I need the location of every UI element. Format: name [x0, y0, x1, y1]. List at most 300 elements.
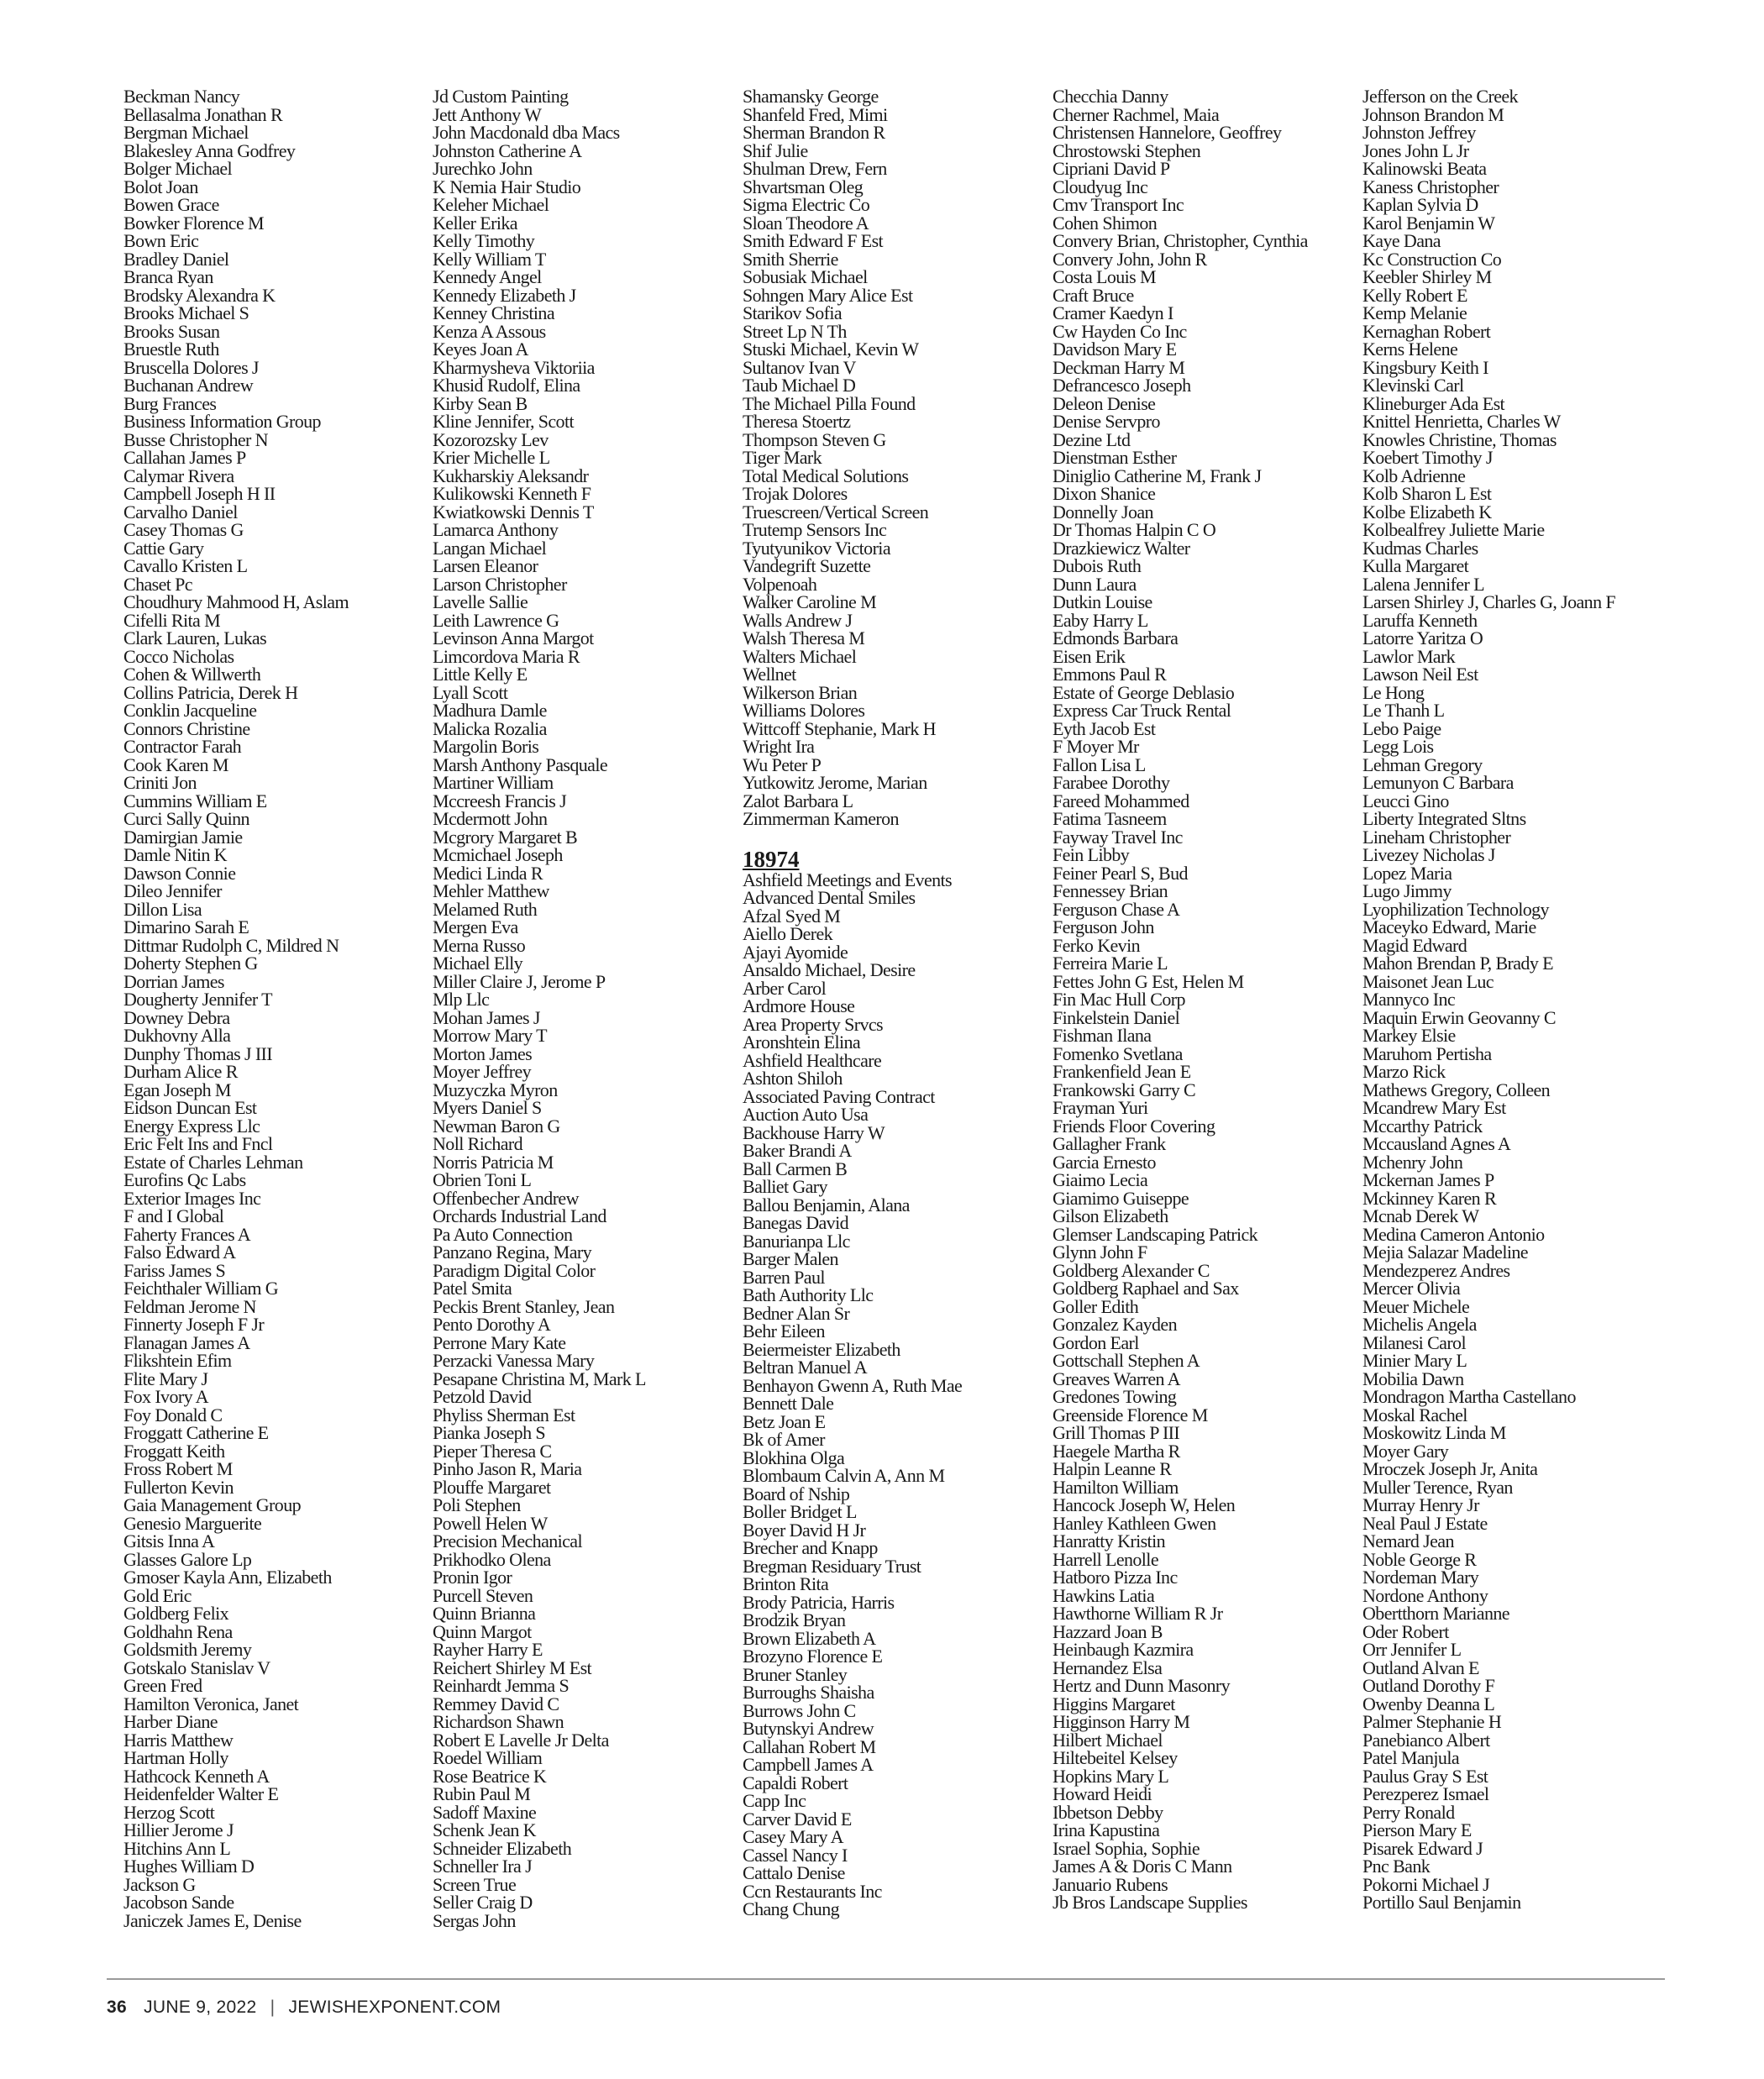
- list-item: Backhouse Harry W: [743, 1121, 885, 1143]
- list-item: Dukhovny Alla: [123, 1025, 231, 1046]
- list-item: Gotskalo Stanislav V: [123, 1656, 270, 1678]
- list-item: Giamimo Guiseppe: [1053, 1187, 1189, 1209]
- list-item: Mckernan James P: [1362, 1169, 1494, 1190]
- list-item: Goldberg Felix: [123, 1603, 229, 1624]
- list-item: Chrostowski Stephen: [1053, 139, 1201, 161]
- list-item: Seller Craig D: [433, 1892, 533, 1913]
- list-item: Brooks Michael S: [123, 302, 249, 323]
- list-item: Garcia Ernesto: [1053, 1151, 1156, 1173]
- list-item: Lopez Maria: [1362, 862, 1452, 884]
- list-item: Kerns Helene: [1362, 339, 1458, 360]
- list-item: Glemser Landscaping Patrick: [1053, 1223, 1258, 1245]
- list-item: Myers Daniel S: [433, 1097, 542, 1118]
- list-item: Zimmerman Kameron: [743, 808, 899, 829]
- list-item: Mannyco Inc: [1362, 989, 1456, 1010]
- list-item: Deckman Harry M: [1053, 356, 1185, 378]
- list-item: Kenza A Assous: [433, 320, 546, 342]
- list-item: Newman Baron G: [433, 1115, 560, 1137]
- list-item: Richardson Shawn: [433, 1711, 564, 1732]
- list-item: Campbell Joseph H II: [123, 483, 276, 504]
- list-item: Hopkins Mary L: [1053, 1765, 1169, 1787]
- list-item: Callahan James P: [123, 447, 246, 468]
- list-item: Flanagan James A: [123, 1331, 250, 1353]
- list-item: Greenside Florence M: [1053, 1404, 1208, 1425]
- list-item: Casey Thomas G: [123, 519, 244, 540]
- list-item: Lyall Scott: [433, 681, 508, 703]
- list-item: Ball Carmen B: [743, 1158, 848, 1179]
- list-item: Estate of George Deblasio: [1053, 681, 1235, 703]
- list-item: Patel Manjula: [1362, 1747, 1460, 1768]
- list-item: Hilbert Michael: [1053, 1729, 1163, 1751]
- list-item: Ajayi Ayomide: [743, 941, 848, 963]
- list-item: Eidson Duncan Est: [123, 1097, 257, 1118]
- list-item: Johnson Brandon M: [1362, 103, 1504, 125]
- list-item: Cherner Rachmel, Maia: [1053, 103, 1220, 125]
- list-item: Convery Brian, Christopher, Cynthia: [1053, 230, 1308, 251]
- list-item: Ansaldo Michael, Desire: [743, 959, 916, 980]
- list-item: Mchenry John: [1362, 1151, 1463, 1173]
- list-item: Behr Eileen: [743, 1320, 825, 1341]
- list-item: Stuski Michael, Kevin W: [743, 339, 919, 360]
- list-item: Orr Jennifer L: [1362, 1639, 1462, 1660]
- list-item: Goldberg Alexander C: [1053, 1259, 1210, 1281]
- list-item: Hiltebeitel Kelsey: [1053, 1747, 1178, 1768]
- listing-column-1: [123, 87, 422, 1929]
- list-item: Walls Andrew J: [743, 609, 853, 631]
- list-item: Beiermeister Elizabeth: [743, 1338, 900, 1360]
- list-item: Blokhina Olga: [743, 1446, 845, 1468]
- list-item: Keebler Shirley M: [1362, 266, 1492, 287]
- list-item: Eric Felt Ins and Fncl: [123, 1133, 273, 1154]
- list-item: Kalinowski Beata: [1362, 158, 1487, 179]
- list-item: Bruestle Ruth: [123, 339, 219, 360]
- list-item: Nordone Anthony: [1362, 1584, 1488, 1606]
- listing-column-5: [1362, 87, 1661, 1912]
- list-item: Cattie Gary: [123, 537, 204, 559]
- list-item: Kaye Dana: [1362, 230, 1441, 251]
- listing-column-3: [743, 87, 1041, 1919]
- list-item: Rubin Paul M: [433, 1783, 531, 1804]
- list-item: Robert E Lavelle Jr Delta: [433, 1729, 609, 1751]
- list-item: Dawson Connie: [123, 862, 236, 884]
- list-item: Wellnet: [743, 664, 796, 685]
- list-item: Mahon Brendan P, Brady E: [1362, 953, 1553, 974]
- list-item: Williams Dolores: [743, 700, 865, 721]
- list-item: Fishman Ilana: [1053, 1025, 1152, 1046]
- list-item: Ccn Restaurants Inc: [743, 1880, 882, 1902]
- list-item: Hamilton Veronica, Janet: [123, 1693, 299, 1714]
- list-item: Frankowski Garry C: [1053, 1079, 1196, 1100]
- list-item: Jett Anthony W: [433, 103, 542, 125]
- list-item: Kozorozsky Lev: [433, 428, 549, 450]
- list-item: Eisen Erik: [1053, 645, 1126, 667]
- listing-group-top: [743, 87, 1041, 828]
- list-item: Neal Paul J Estate: [1362, 1512, 1488, 1534]
- list-item: Criniti Jon: [123, 772, 197, 793]
- list-item: Pento Dorothy A: [433, 1314, 551, 1335]
- list-item: Higgins Margaret: [1053, 1693, 1175, 1714]
- list-item: Kingsbury Keith I: [1362, 356, 1488, 378]
- list-item: Starikov Sofia: [743, 302, 843, 323]
- list-item: Collins Patricia, Derek H: [123, 681, 298, 703]
- list-item: Pokorni Michael J: [1362, 1873, 1490, 1895]
- list-item: Brinton Rita: [743, 1573, 829, 1594]
- list-item: Kenney Christina: [433, 302, 554, 323]
- list-item: Howard Heidi: [1053, 1783, 1152, 1804]
- list-item: Mercer Olivia: [1362, 1278, 1461, 1299]
- list-item: Estate of Charles Lehman: [123, 1151, 303, 1173]
- list-item: Diniglio Catherine M, Frank J: [1053, 465, 1262, 486]
- list-item: Dittmar Rudolph C, Mildred N: [123, 934, 339, 956]
- list-item: Norris Patricia M: [433, 1151, 554, 1173]
- list-item: Gold Eric: [123, 1584, 192, 1606]
- list-item: Gonzalez Kayden: [1053, 1314, 1177, 1335]
- list-item: Koebert Timothy J: [1362, 447, 1493, 468]
- list-item: Jacobson Sande: [123, 1892, 234, 1913]
- list-item: Taub Michael D: [743, 375, 856, 396]
- list-item: Street Lp N Th: [743, 320, 847, 342]
- list-item: Karol Benjamin W: [1362, 212, 1495, 234]
- list-item: Associated Paving Contract: [743, 1085, 935, 1107]
- list-item: Bown Eric: [123, 230, 199, 251]
- list-item: Walsh Theresa M: [743, 627, 865, 648]
- list-item: Legg Lois: [1362, 736, 1434, 757]
- list-item: Prikhodko Olena: [433, 1548, 551, 1570]
- list-item: Sadoff Maxine: [433, 1801, 537, 1823]
- list-item: Mcnab Derek W: [1362, 1205, 1479, 1226]
- list-item: Lineham Christopher: [1362, 826, 1511, 848]
- list-item: Aronshtein Elina: [743, 1032, 861, 1053]
- list-item: Livezey Nicholas J: [1362, 844, 1495, 865]
- list-item: Sigma Electric Co: [743, 194, 870, 215]
- list-item: Connors Christine: [123, 717, 250, 739]
- list-item: Moskal Rachel: [1362, 1404, 1467, 1425]
- list-item: Genesio Marguerite: [123, 1512, 262, 1534]
- list-item: Mccarthy Patrick: [1362, 1115, 1483, 1137]
- list-item: Busse Christopher N: [123, 428, 268, 450]
- list-item: Brozyno Florence E: [743, 1646, 883, 1667]
- list-item: Reinhardt Jemma S: [433, 1675, 570, 1696]
- list-item: Le Thanh L: [1362, 700, 1445, 721]
- list-item: The Michael Pilla Found: [743, 392, 916, 414]
- list-item: Portillo Saul Benjamin: [1362, 1892, 1521, 1913]
- list-item: Kaplan Sylvia D: [1362, 194, 1478, 215]
- list-item: Mccausland Agnes A: [1362, 1133, 1511, 1154]
- list-item: Vandegrift Suzette: [743, 555, 871, 576]
- list-item: Energy Express Llc: [123, 1115, 260, 1137]
- list-item: Pesapane Christina M, Mark L: [433, 1368, 646, 1389]
- list-item: Gordon Earl: [1053, 1331, 1139, 1353]
- list-item: Outland Alvan E: [1362, 1656, 1479, 1678]
- list-item: Lamarca Anthony: [433, 519, 559, 540]
- list-item: Frayman Yuri: [1053, 1097, 1148, 1118]
- list-item: Maquin Erwin Geovanny C: [1362, 1006, 1556, 1028]
- list-item: Kelly William T: [433, 248, 546, 270]
- list-item: Phyliss Sherman Est: [433, 1404, 575, 1425]
- list-item: Damirgian Jamie: [123, 826, 243, 848]
- list-item: Durham Alice R: [123, 1061, 238, 1082]
- list-item: Schenk Jean K: [433, 1819, 536, 1840]
- list-item: Bowen Grace: [123, 194, 219, 215]
- list-item: Meuer Michele: [1362, 1295, 1470, 1317]
- list-item: Magid Edward: [1362, 934, 1467, 956]
- list-item: Goldhahn Rena: [123, 1620, 233, 1642]
- list-item: Jd Custom Painting: [433, 86, 569, 107]
- list-item: Mondragon Martha Castellano: [1362, 1386, 1576, 1407]
- list-item: Capp Inc: [743, 1790, 806, 1811]
- list-item: Hanley Kathleen Gwen: [1053, 1512, 1216, 1534]
- list-item: Boller Bridget L: [743, 1501, 857, 1522]
- list-item: Kennedy Angel: [433, 266, 542, 287]
- list-item: Finkelstein Daniel: [1053, 1006, 1180, 1028]
- list-item: Carver David E: [743, 1808, 852, 1830]
- list-item: Total Medical Solutions: [743, 465, 909, 486]
- list-item: Paradigm Digital Color: [433, 1259, 596, 1281]
- list-item: Kline Jennifer, Scott: [433, 411, 574, 432]
- list-item: Brooks Susan: [123, 320, 220, 342]
- list-item: Mcandrew Mary Est: [1362, 1097, 1506, 1118]
- list-item: Marzo Rick: [1362, 1061, 1446, 1082]
- list-item: Melamed Ruth: [433, 898, 538, 920]
- list-item: Baker Brandi A: [743, 1140, 852, 1161]
- website-url[interactable]: JEWISHEXPONENT.COM: [288, 1998, 501, 2017]
- list-item: Dr Thomas Halpin C O: [1053, 519, 1216, 540]
- list-item: Choudhury Mahmood H, Aslam: [123, 591, 349, 612]
- list-item: Beckman Nancy: [123, 86, 240, 107]
- list-item: Dillon Lisa: [123, 898, 202, 920]
- list-item: Goldberg Raphael and Sax: [1053, 1278, 1239, 1299]
- list-item: Casey Mary A: [743, 1826, 843, 1847]
- list-item: Shvartsman Oleg: [743, 176, 864, 197]
- page-footer: [107, 1998, 501, 2018]
- list-item: Kaness Christopher: [1362, 176, 1499, 197]
- list-item: Perezperez Ismael: [1362, 1783, 1489, 1804]
- list-item: Fettes John G Est, Helen M: [1053, 970, 1244, 992]
- list-item: Obrien Toni L: [433, 1169, 532, 1190]
- list-item: F and I Global: [123, 1205, 224, 1226]
- list-item: Dileo Jennifer: [123, 880, 222, 901]
- list-item: Pieper Theresa C: [433, 1440, 552, 1462]
- page-number: 36: [107, 1998, 127, 2017]
- list-item: Zalot Barbara L: [743, 790, 853, 811]
- list-item: John Macdonald dba Macs: [433, 122, 620, 143]
- list-item: Cummins William E: [123, 790, 267, 811]
- list-item: Froggatt Catherine E: [123, 1422, 269, 1443]
- list-item: Roedel William: [433, 1747, 543, 1768]
- list-item: Dutkin Louise: [1053, 591, 1152, 612]
- list-item: Fayway Travel Inc: [1053, 826, 1183, 848]
- list-item: Fareed Mohammed: [1053, 790, 1189, 811]
- list-item: Truescreen/Vertical Screen: [743, 501, 929, 522]
- list-item: Leucci Gino: [1362, 790, 1449, 811]
- list-item: Doherty Stephen G: [123, 953, 258, 974]
- list-item: Lyophilization Technology: [1362, 898, 1549, 920]
- list-item: Mendezperez Andres: [1362, 1259, 1510, 1281]
- list-item: Peckis Brent Stanley, Jean: [433, 1295, 615, 1317]
- list-item: Farabee Dorothy: [1053, 772, 1170, 793]
- list-item: Precision Mechanical: [433, 1530, 582, 1551]
- list-item: Feichthaler William G: [123, 1278, 279, 1299]
- list-item: Bolot Joan: [123, 176, 198, 197]
- list-item: Bregman Residuary Trust: [743, 1555, 921, 1577]
- list-item: Finnerty Joseph F Jr: [123, 1314, 265, 1335]
- list-item: Lebo Paige: [1362, 717, 1441, 739]
- list-item: Keyes Joan A: [433, 339, 528, 360]
- list-item: Carvalho Daniel: [123, 501, 238, 522]
- list-item: Johnston Catherine A: [433, 139, 582, 161]
- list-item: Nordeman Mary: [1362, 1567, 1479, 1588]
- list-item: Contractor Farah: [123, 736, 242, 757]
- list-item: Murray Henry Jr: [1362, 1494, 1479, 1515]
- list-item: Hathcock Kenneth A: [123, 1765, 270, 1787]
- list-item: Tyutyunikov Victoria: [743, 537, 890, 559]
- list-item: Hitchins Ann L: [123, 1837, 231, 1859]
- list-item: Wittcoff Stephanie, Mark H: [743, 717, 936, 739]
- list-item: Sobusiak Michael: [743, 266, 868, 287]
- list-item: Burroughs Shaisha: [743, 1682, 874, 1703]
- list-item: Shanfeld Fred, Mimi: [743, 103, 888, 125]
- list-item: Blakesley Anna Godfrey: [123, 139, 296, 161]
- list-item: Kennedy Elizabeth J: [433, 284, 576, 306]
- list-item: Bennett Dale: [743, 1393, 834, 1414]
- list-item: Remmey David C: [433, 1693, 559, 1714]
- list-item: Merna Russo: [433, 934, 526, 956]
- list-item: Irina Kapustina: [1053, 1819, 1160, 1840]
- list-item: Mroczek Joseph Jr, Anita: [1362, 1458, 1538, 1479]
- list-item: James A & Doris C Mann: [1053, 1856, 1232, 1877]
- list-item: Jurechko John: [433, 158, 533, 179]
- list-item: Gottschall Stephen A: [1053, 1350, 1200, 1371]
- list-item: Mcgrory Margaret B: [433, 826, 578, 848]
- list-item: Reichert Shirley M Est: [433, 1656, 592, 1678]
- list-item: Area Property Srvcs: [743, 1013, 883, 1035]
- list-item: Calymar Rivera: [123, 465, 234, 486]
- list-item: Mergen Eva: [433, 916, 518, 937]
- list-item: Giaimo Lecia: [1053, 1169, 1148, 1190]
- list-item: Butynskyi Andrew: [743, 1718, 874, 1739]
- list-item: Maruhom Pertisha: [1362, 1042, 1492, 1064]
- list-item: Flite Mary J: [123, 1368, 208, 1389]
- list-item: Barger Malen: [743, 1248, 838, 1269]
- list-item: Falso Edward A: [123, 1242, 236, 1263]
- list-item: Schneider Elizabeth: [433, 1837, 572, 1859]
- list-item: Keller Erika: [433, 212, 517, 234]
- list-item: Goldsmith Jeremy: [123, 1639, 252, 1660]
- list-item: Fein Libby: [1053, 844, 1130, 865]
- list-item: Boyer David H Jr: [743, 1519, 866, 1541]
- list-item: Lemunyon C Barbara: [1362, 772, 1514, 793]
- list-item: Kelly Timothy: [433, 230, 535, 251]
- list-item: Bruner Stanley: [743, 1663, 848, 1685]
- list-item: Kharmysheva Viktoriia: [433, 356, 595, 378]
- list-item: Walters Michael: [743, 645, 857, 667]
- list-item: Trutemp Sensors Inc: [743, 519, 887, 540]
- list-item: Hamilton William: [1053, 1476, 1179, 1498]
- list-item: Friends Floor Covering: [1053, 1115, 1215, 1137]
- list-item: Quinn Brianna: [433, 1603, 536, 1624]
- list-item: Knowles Christine, Thomas: [1362, 428, 1557, 450]
- list-item: Kolbealfrey Juliette Marie: [1362, 519, 1545, 540]
- list-item: Cocco Nicholas: [123, 645, 234, 667]
- list-item: Clark Lauren, Lukas: [123, 627, 267, 648]
- list-item: Paulus Gray S Est: [1362, 1765, 1488, 1787]
- list-item: Feldman Jerome N: [123, 1295, 256, 1317]
- list-item: Jb Bros Landscape Supplies: [1053, 1892, 1247, 1913]
- list-item: Auction Auto Usa: [743, 1104, 869, 1125]
- list-item: Christensen Hannelore, Geoffrey: [1053, 122, 1282, 143]
- list-item: Muller Terence, Ryan: [1362, 1476, 1513, 1498]
- list-item: Ballou Benjamin, Alana: [743, 1194, 910, 1215]
- list-item: Plouffe Margaret: [433, 1476, 551, 1498]
- list-item: Kolb Sharon L Est: [1362, 483, 1492, 504]
- list-item: Dunphy Thomas J III: [123, 1042, 273, 1064]
- list-item: Brodzik Bryan: [743, 1609, 846, 1630]
- list-item: Denise Servpro: [1053, 411, 1160, 432]
- list-item: Malicka Rozalia: [433, 717, 547, 739]
- list-item: Noble George R: [1362, 1548, 1477, 1570]
- list-item: Kudmas Charles: [1362, 537, 1478, 559]
- list-item: Flikshtein Efim: [123, 1350, 232, 1371]
- list-item: Trojak Dolores: [743, 483, 848, 504]
- list-item: Ibbetson Debby: [1053, 1801, 1163, 1823]
- list-item: Fomenko Svetlana: [1053, 1042, 1183, 1064]
- list-item: Kolb Adrienne: [1362, 465, 1466, 486]
- list-item: Goller Edith: [1053, 1295, 1139, 1317]
- list-item: Burrows John C: [743, 1699, 856, 1721]
- list-item: Lawson Neil Est: [1362, 664, 1478, 685]
- list-item: Cohen Shimon: [1053, 212, 1158, 234]
- list-item: Burg Frances: [123, 392, 217, 414]
- list-item: Muzyczka Myron: [433, 1079, 558, 1100]
- list-item: Wu Peter P: [743, 753, 822, 775]
- list-item: Morton James: [433, 1042, 533, 1064]
- list-item: Fin Mac Hull Corp: [1053, 989, 1185, 1010]
- list-item: Cramer Kaedyn I: [1053, 302, 1173, 323]
- list-item: Smith Edward F Est: [743, 230, 884, 251]
- list-item: Drazkiewicz Walter: [1053, 537, 1190, 559]
- list-item: Convery John, John R: [1053, 248, 1207, 270]
- list-item: Fallon Lisa L: [1053, 753, 1146, 775]
- list-item: Sohngen Mary Alice Est: [743, 284, 913, 306]
- list-item: Bedner Alan Sr: [743, 1302, 850, 1324]
- list-item: Kc Construction Co: [1362, 248, 1502, 270]
- list-item: Mejia Salazar Madeline: [1362, 1242, 1528, 1263]
- list-item: Blombaum Calvin A, Ann M: [743, 1465, 945, 1486]
- list-item: Cmv Transport Inc: [1053, 194, 1184, 215]
- list-item: Mathews Gregory, Colleen: [1362, 1079, 1551, 1100]
- list-item: Downey Debra: [123, 1006, 230, 1028]
- list-item: Benhayon Gwenn A, Ruth Mae: [743, 1374, 963, 1396]
- list-item: Janiczek James E, Denise: [123, 1909, 302, 1931]
- list-item: Oder Robert: [1362, 1620, 1449, 1642]
- list-item: Shamansky George: [743, 86, 879, 107]
- listing-column-2: [433, 87, 731, 1929]
- list-item: Haegele Martha R: [1053, 1440, 1180, 1462]
- list-item: Gredones Towing: [1053, 1386, 1177, 1407]
- list-item: Lavelle Sallie: [433, 591, 528, 612]
- list-item: Maceyko Edward, Marie: [1362, 916, 1536, 937]
- list-item: Eyth Jacob Est: [1053, 717, 1156, 739]
- list-item: Ashfield Meetings and Events: [743, 869, 952, 890]
- list-item: Mobilia Dawn: [1362, 1368, 1464, 1389]
- list-item: Pisarek Edward J: [1362, 1837, 1483, 1859]
- list-item: Harris Matthew: [123, 1729, 234, 1751]
- list-item: Hazzard Joan B: [1053, 1620, 1163, 1642]
- list-item: Ferreira Marie L: [1053, 953, 1168, 974]
- list-item: Hartman Holly: [123, 1747, 228, 1768]
- list-item: Advanced Dental Smiles: [743, 887, 916, 908]
- list-item: Sultanov Ivan V: [743, 356, 856, 378]
